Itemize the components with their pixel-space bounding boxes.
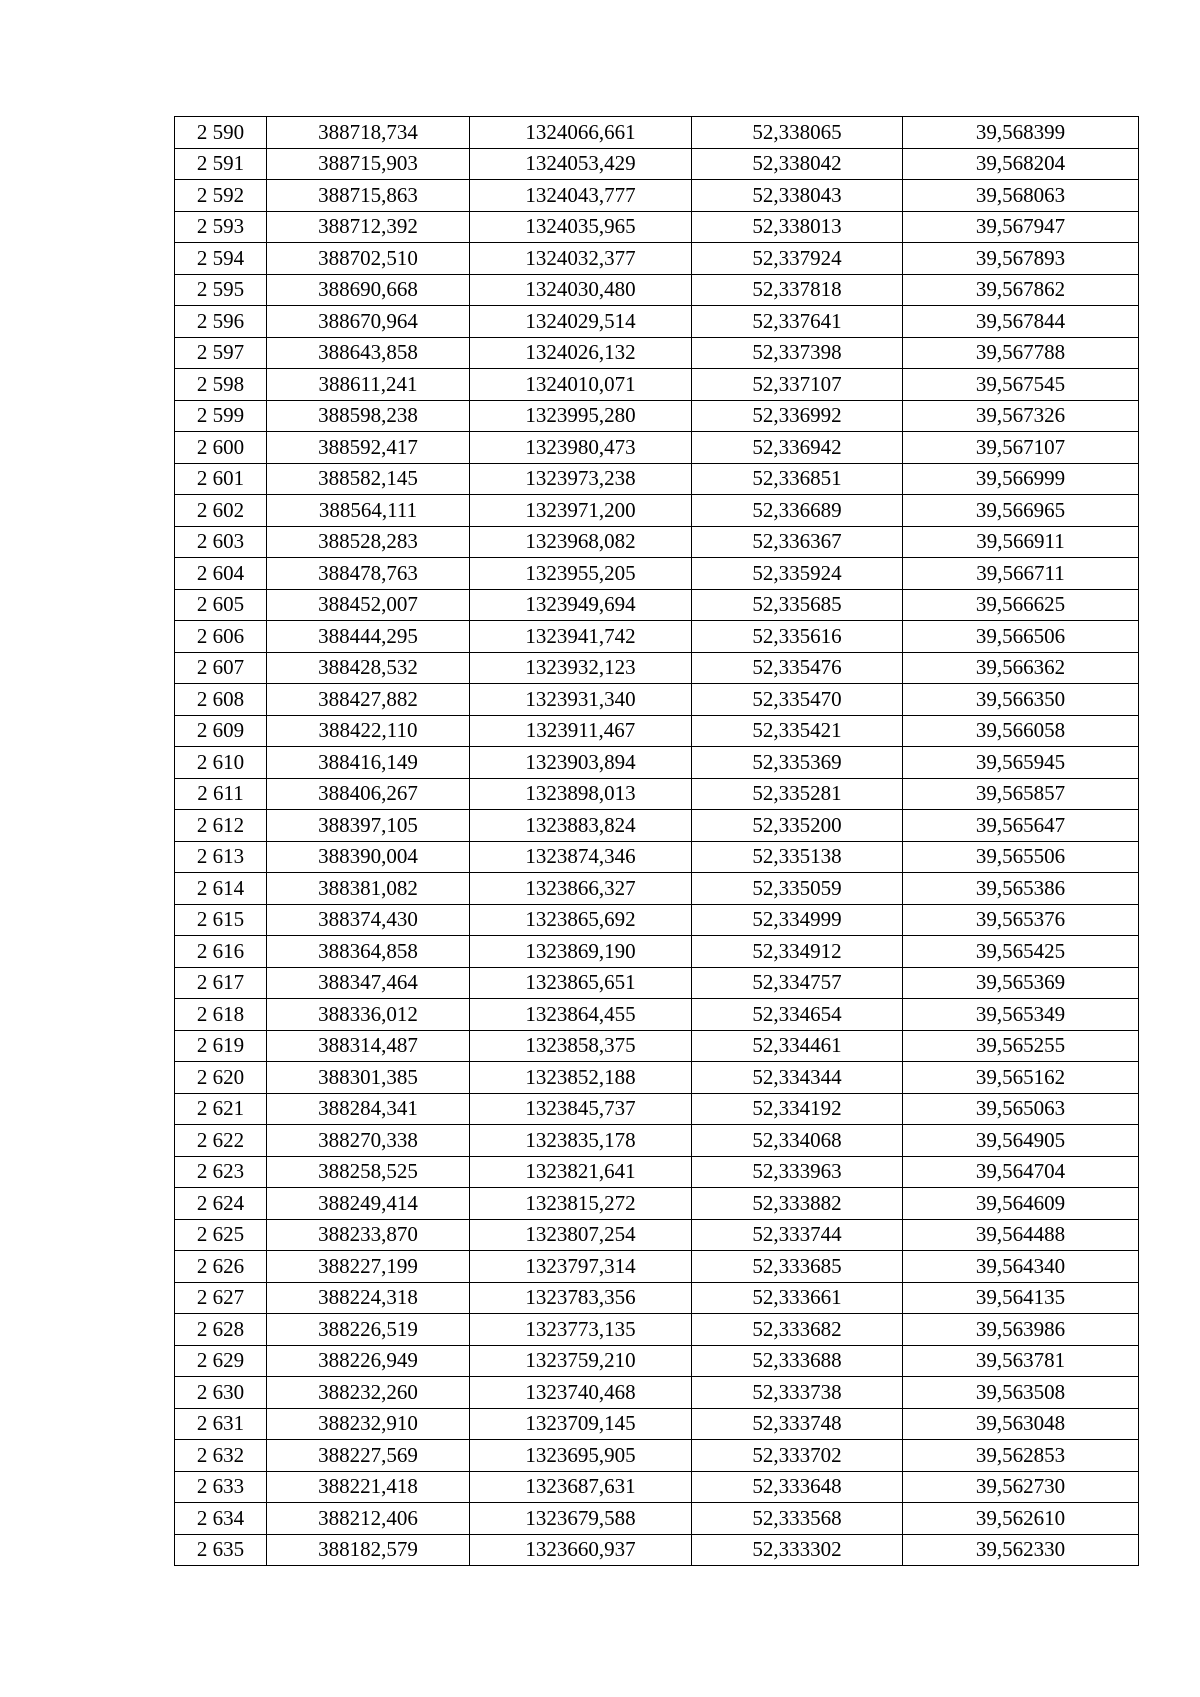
y-coordinate-cell: 1323869,190 <box>470 936 692 968</box>
longitude-cell: 39,564704 <box>903 1156 1139 1188</box>
latitude-cell: 52,338013 <box>692 211 903 243</box>
x-coordinate-cell: 388226,949 <box>267 1345 470 1377</box>
point-number-cell: 2 622 <box>175 1125 267 1157</box>
latitude-cell: 52,333882 <box>692 1188 903 1220</box>
latitude-cell: 52,336851 <box>692 463 903 495</box>
point-number-cell: 2 601 <box>175 463 267 495</box>
y-coordinate-cell: 1323903,894 <box>470 747 692 779</box>
table-row <box>175 1188 1139 1220</box>
point-number-cell: 2 610 <box>175 747 267 779</box>
y-coordinate-cell: 1324010,071 <box>470 369 692 401</box>
x-coordinate-cell: 388592,417 <box>267 432 470 464</box>
longitude-cell: 39,564488 <box>903 1219 1139 1251</box>
y-coordinate-cell: 1323783,356 <box>470 1282 692 1314</box>
x-coordinate-cell: 388233,870 <box>267 1219 470 1251</box>
longitude-cell: 39,563508 <box>903 1377 1139 1409</box>
y-coordinate-cell: 1323941,742 <box>470 621 692 653</box>
longitude-cell: 39,564340 <box>903 1251 1139 1283</box>
y-coordinate-cell: 1324053,429 <box>470 148 692 180</box>
latitude-cell: 52,334757 <box>692 967 903 999</box>
latitude-cell: 52,335616 <box>692 621 903 653</box>
latitude-cell: 52,336367 <box>692 526 903 558</box>
point-number-cell: 2 619 <box>175 1030 267 1062</box>
point-number-cell: 2 605 <box>175 589 267 621</box>
longitude-cell: 39,564905 <box>903 1125 1139 1157</box>
point-number-cell: 2 602 <box>175 495 267 527</box>
latitude-cell: 52,337641 <box>692 306 903 338</box>
table-row <box>175 1440 1139 1472</box>
longitude-cell: 39,563781 <box>903 1345 1139 1377</box>
point-number-cell: 2 626 <box>175 1251 267 1283</box>
x-coordinate-cell: 388406,267 <box>267 778 470 810</box>
longitude-cell: 39,565506 <box>903 841 1139 873</box>
point-number-cell: 2 594 <box>175 243 267 275</box>
y-coordinate-cell: 1323852,188 <box>470 1062 692 1094</box>
point-number-cell: 2 614 <box>175 873 267 905</box>
latitude-cell: 52,335421 <box>692 715 903 747</box>
y-coordinate-cell: 1323864,455 <box>470 999 692 1031</box>
y-coordinate-cell: 1323807,254 <box>470 1219 692 1251</box>
longitude-cell: 39,562330 <box>903 1534 1139 1566</box>
y-coordinate-cell: 1324026,132 <box>470 337 692 369</box>
table-row <box>175 180 1139 212</box>
table-row <box>175 1314 1139 1346</box>
longitude-cell: 39,565349 <box>903 999 1139 1031</box>
y-coordinate-cell: 1324043,777 <box>470 180 692 212</box>
x-coordinate-cell: 388347,464 <box>267 967 470 999</box>
latitude-cell: 52,335369 <box>692 747 903 779</box>
point-number-cell: 2 599 <box>175 400 267 432</box>
latitude-cell: 52,335138 <box>692 841 903 873</box>
longitude-cell: 39,566965 <box>903 495 1139 527</box>
latitude-cell: 52,333688 <box>692 1345 903 1377</box>
latitude-cell: 52,335924 <box>692 558 903 590</box>
table-row <box>175 747 1139 779</box>
point-number-cell: 2 604 <box>175 558 267 590</box>
table-row <box>175 873 1139 905</box>
point-number-cell: 2 608 <box>175 684 267 716</box>
latitude-cell: 52,334654 <box>692 999 903 1031</box>
x-coordinate-cell: 388598,238 <box>267 400 470 432</box>
table-row <box>175 1282 1139 1314</box>
y-coordinate-cell: 1323797,314 <box>470 1251 692 1283</box>
longitude-cell: 39,566362 <box>903 652 1139 684</box>
point-number-cell: 2 629 <box>175 1345 267 1377</box>
point-number-cell: 2 613 <box>175 841 267 873</box>
y-coordinate-cell: 1324066,661 <box>470 117 692 149</box>
longitude-cell: 39,565945 <box>903 747 1139 779</box>
point-number-cell: 2 618 <box>175 999 267 1031</box>
point-number-cell: 2 628 <box>175 1314 267 1346</box>
longitude-cell: 39,566506 <box>903 621 1139 653</box>
y-coordinate-cell: 1324029,514 <box>470 306 692 338</box>
x-coordinate-cell: 388227,199 <box>267 1251 470 1283</box>
latitude-cell: 52,337398 <box>692 337 903 369</box>
latitude-cell: 52,334344 <box>692 1062 903 1094</box>
table-row <box>175 274 1139 306</box>
x-coordinate-cell: 388227,569 <box>267 1440 470 1472</box>
y-coordinate-cell: 1323911,467 <box>470 715 692 747</box>
latitude-cell: 52,335059 <box>692 873 903 905</box>
point-number-cell: 2 609 <box>175 715 267 747</box>
table-row <box>175 621 1139 653</box>
latitude-cell: 52,333661 <box>692 1282 903 1314</box>
table-row <box>175 369 1139 401</box>
point-number-cell: 2 595 <box>175 274 267 306</box>
longitude-cell: 39,566711 <box>903 558 1139 590</box>
table-row <box>175 1345 1139 1377</box>
table-row <box>175 1156 1139 1188</box>
longitude-cell: 39,565369 <box>903 967 1139 999</box>
point-number-cell: 2 598 <box>175 369 267 401</box>
latitude-cell: 52,337924 <box>692 243 903 275</box>
table-row <box>175 148 1139 180</box>
x-coordinate-cell: 388444,295 <box>267 621 470 653</box>
latitude-cell: 52,333744 <box>692 1219 903 1251</box>
point-number-cell: 2 633 <box>175 1471 267 1503</box>
x-coordinate-cell: 388314,487 <box>267 1030 470 1062</box>
x-coordinate-cell: 388452,007 <box>267 589 470 621</box>
x-coordinate-cell: 388670,964 <box>267 306 470 338</box>
table-row <box>175 117 1139 149</box>
x-coordinate-cell: 388364,858 <box>267 936 470 968</box>
table-row <box>175 715 1139 747</box>
longitude-cell: 39,567947 <box>903 211 1139 243</box>
x-coordinate-cell: 388582,145 <box>267 463 470 495</box>
longitude-cell: 39,567326 <box>903 400 1139 432</box>
point-number-cell: 2 612 <box>175 810 267 842</box>
longitude-cell: 39,564135 <box>903 1282 1139 1314</box>
y-coordinate-cell: 1323695,905 <box>470 1440 692 1472</box>
coordinates-table <box>174 116 1139 1566</box>
table-row <box>175 1125 1139 1157</box>
y-coordinate-cell: 1323874,346 <box>470 841 692 873</box>
table-row <box>175 1251 1139 1283</box>
longitude-cell: 39,565647 <box>903 810 1139 842</box>
latitude-cell: 52,333738 <box>692 1377 903 1409</box>
point-number-cell: 2 621 <box>175 1093 267 1125</box>
latitude-cell: 52,333648 <box>692 1471 903 1503</box>
longitude-cell: 39,562610 <box>903 1503 1139 1535</box>
table-row <box>175 463 1139 495</box>
x-coordinate-cell: 388226,519 <box>267 1314 470 1346</box>
x-coordinate-cell: 388528,283 <box>267 526 470 558</box>
longitude-cell: 39,567107 <box>903 432 1139 464</box>
table-row <box>175 1093 1139 1125</box>
y-coordinate-cell: 1323980,473 <box>470 432 692 464</box>
y-coordinate-cell: 1323949,694 <box>470 589 692 621</box>
longitude-cell: 39,563986 <box>903 1314 1139 1346</box>
x-coordinate-cell: 388270,338 <box>267 1125 470 1157</box>
point-number-cell: 2 630 <box>175 1377 267 1409</box>
table-row <box>175 306 1139 338</box>
latitude-cell: 52,334461 <box>692 1030 903 1062</box>
x-coordinate-cell: 388258,525 <box>267 1156 470 1188</box>
x-coordinate-cell: 388416,149 <box>267 747 470 779</box>
x-coordinate-cell: 388182,579 <box>267 1534 470 1566</box>
longitude-cell: 39,566625 <box>903 589 1139 621</box>
point-number-cell: 2 624 <box>175 1188 267 1220</box>
table-row <box>175 1503 1139 1535</box>
table-row <box>175 810 1139 842</box>
point-number-cell: 2 590 <box>175 117 267 149</box>
table-row <box>175 999 1139 1031</box>
y-coordinate-cell: 1323971,200 <box>470 495 692 527</box>
point-number-cell: 2 591 <box>175 148 267 180</box>
y-coordinate-cell: 1323679,588 <box>470 1503 692 1535</box>
x-coordinate-cell: 388301,385 <box>267 1062 470 1094</box>
table-row <box>175 1471 1139 1503</box>
point-number-cell: 2 593 <box>175 211 267 243</box>
longitude-cell: 39,565376 <box>903 904 1139 936</box>
point-number-cell: 2 607 <box>175 652 267 684</box>
longitude-cell: 39,567844 <box>903 306 1139 338</box>
x-coordinate-cell: 388564,111 <box>267 495 470 527</box>
point-number-cell: 2 627 <box>175 1282 267 1314</box>
table-row <box>175 337 1139 369</box>
x-coordinate-cell: 388284,341 <box>267 1093 470 1125</box>
y-coordinate-cell: 1323821,641 <box>470 1156 692 1188</box>
y-coordinate-cell: 1323931,340 <box>470 684 692 716</box>
y-coordinate-cell: 1323815,272 <box>470 1188 692 1220</box>
y-coordinate-cell: 1323866,327 <box>470 873 692 905</box>
table-row <box>175 652 1139 684</box>
longitude-cell: 39,566911 <box>903 526 1139 558</box>
latitude-cell: 52,333702 <box>692 1440 903 1472</box>
longitude-cell: 39,565063 <box>903 1093 1139 1125</box>
table-row <box>175 1408 1139 1440</box>
longitude-cell: 39,567862 <box>903 274 1139 306</box>
table-row <box>175 936 1139 968</box>
x-coordinate-cell: 388212,406 <box>267 1503 470 1535</box>
x-coordinate-cell: 388221,418 <box>267 1471 470 1503</box>
x-coordinate-cell: 388712,392 <box>267 211 470 243</box>
table-row <box>175 1062 1139 1094</box>
coordinates-table-body <box>175 117 1139 1566</box>
longitude-cell: 39,566350 <box>903 684 1139 716</box>
table-row <box>175 589 1139 621</box>
y-coordinate-cell: 1323898,013 <box>470 778 692 810</box>
longitude-cell: 39,566999 <box>903 463 1139 495</box>
table-row <box>175 432 1139 464</box>
table-row <box>175 400 1139 432</box>
table-row <box>175 211 1139 243</box>
point-number-cell: 2 617 <box>175 967 267 999</box>
longitude-cell: 39,565162 <box>903 1062 1139 1094</box>
point-number-cell: 2 635 <box>175 1534 267 1566</box>
latitude-cell: 52,336942 <box>692 432 903 464</box>
latitude-cell: 52,333748 <box>692 1408 903 1440</box>
y-coordinate-cell: 1323835,178 <box>470 1125 692 1157</box>
longitude-cell: 39,565255 <box>903 1030 1139 1062</box>
longitude-cell: 39,567545 <box>903 369 1139 401</box>
latitude-cell: 52,334912 <box>692 936 903 968</box>
y-coordinate-cell: 1323740,468 <box>470 1377 692 1409</box>
y-coordinate-cell: 1323858,375 <box>470 1030 692 1062</box>
longitude-cell: 39,568063 <box>903 180 1139 212</box>
y-coordinate-cell: 1323973,238 <box>470 463 692 495</box>
point-number-cell: 2 620 <box>175 1062 267 1094</box>
table-row <box>175 1219 1139 1251</box>
point-number-cell: 2 625 <box>175 1219 267 1251</box>
longitude-cell: 39,567788 <box>903 337 1139 369</box>
table-row <box>175 778 1139 810</box>
latitude-cell: 52,333963 <box>692 1156 903 1188</box>
longitude-cell: 39,565425 <box>903 936 1139 968</box>
y-coordinate-cell: 1323687,631 <box>470 1471 692 1503</box>
latitude-cell: 52,334192 <box>692 1093 903 1125</box>
latitude-cell: 52,333685 <box>692 1251 903 1283</box>
point-number-cell: 2 632 <box>175 1440 267 1472</box>
y-coordinate-cell: 1324035,965 <box>470 211 692 243</box>
latitude-cell: 52,338043 <box>692 180 903 212</box>
x-coordinate-cell: 388702,510 <box>267 243 470 275</box>
x-coordinate-cell: 388611,241 <box>267 369 470 401</box>
longitude-cell: 39,566058 <box>903 715 1139 747</box>
longitude-cell: 39,567893 <box>903 243 1139 275</box>
table-row <box>175 841 1139 873</box>
x-coordinate-cell: 388478,763 <box>267 558 470 590</box>
point-number-cell: 2 611 <box>175 778 267 810</box>
latitude-cell: 52,335200 <box>692 810 903 842</box>
latitude-cell: 52,334068 <box>692 1125 903 1157</box>
x-coordinate-cell: 388715,863 <box>267 180 470 212</box>
table-row <box>175 495 1139 527</box>
x-coordinate-cell: 388224,318 <box>267 1282 470 1314</box>
point-number-cell: 2 623 <box>175 1156 267 1188</box>
latitude-cell: 52,336689 <box>692 495 903 527</box>
x-coordinate-cell: 388643,858 <box>267 337 470 369</box>
longitude-cell: 39,562853 <box>903 1440 1139 1472</box>
x-coordinate-cell: 388381,082 <box>267 873 470 905</box>
table-row <box>175 967 1139 999</box>
x-coordinate-cell: 388690,668 <box>267 274 470 306</box>
latitude-cell: 52,333568 <box>692 1503 903 1535</box>
point-number-cell: 2 597 <box>175 337 267 369</box>
longitude-cell: 39,568204 <box>903 148 1139 180</box>
y-coordinate-cell: 1323865,651 <box>470 967 692 999</box>
point-number-cell: 2 596 <box>175 306 267 338</box>
x-coordinate-cell: 388232,260 <box>267 1377 470 1409</box>
y-coordinate-cell: 1324032,377 <box>470 243 692 275</box>
table-row <box>175 1534 1139 1566</box>
y-coordinate-cell: 1323709,145 <box>470 1408 692 1440</box>
table-row <box>175 526 1139 558</box>
y-coordinate-cell: 1323759,210 <box>470 1345 692 1377</box>
longitude-cell: 39,563048 <box>903 1408 1139 1440</box>
y-coordinate-cell: 1324030,480 <box>470 274 692 306</box>
latitude-cell: 52,335476 <box>692 652 903 684</box>
y-coordinate-cell: 1323995,280 <box>470 400 692 432</box>
y-coordinate-cell: 1323968,082 <box>470 526 692 558</box>
latitude-cell: 52,337107 <box>692 369 903 401</box>
x-coordinate-cell: 388715,903 <box>267 148 470 180</box>
x-coordinate-cell: 388249,414 <box>267 1188 470 1220</box>
table-row <box>175 904 1139 936</box>
y-coordinate-cell: 1323845,737 <box>470 1093 692 1125</box>
x-coordinate-cell: 388336,012 <box>267 999 470 1031</box>
x-coordinate-cell: 388428,532 <box>267 652 470 684</box>
y-coordinate-cell: 1323883,824 <box>470 810 692 842</box>
table-row <box>175 1030 1139 1062</box>
latitude-cell: 52,335470 <box>692 684 903 716</box>
x-coordinate-cell: 388422,110 <box>267 715 470 747</box>
x-coordinate-cell: 388427,882 <box>267 684 470 716</box>
point-number-cell: 2 616 <box>175 936 267 968</box>
x-coordinate-cell: 388397,105 <box>267 810 470 842</box>
y-coordinate-cell: 1323955,205 <box>470 558 692 590</box>
y-coordinate-cell: 1323932,123 <box>470 652 692 684</box>
point-number-cell: 2 600 <box>175 432 267 464</box>
latitude-cell: 52,338065 <box>692 117 903 149</box>
latitude-cell: 52,333682 <box>692 1314 903 1346</box>
point-number-cell: 2 592 <box>175 180 267 212</box>
table-row <box>175 243 1139 275</box>
longitude-cell: 39,565386 <box>903 873 1139 905</box>
table-row <box>175 1377 1139 1409</box>
table-row <box>175 684 1139 716</box>
point-number-cell: 2 603 <box>175 526 267 558</box>
point-number-cell: 2 606 <box>175 621 267 653</box>
latitude-cell: 52,335281 <box>692 778 903 810</box>
y-coordinate-cell: 1323660,937 <box>470 1534 692 1566</box>
longitude-cell: 39,562730 <box>903 1471 1139 1503</box>
latitude-cell: 52,334999 <box>692 904 903 936</box>
longitude-cell: 39,568399 <box>903 117 1139 149</box>
x-coordinate-cell: 388390,004 <box>267 841 470 873</box>
latitude-cell: 52,336992 <box>692 400 903 432</box>
point-number-cell: 2 615 <box>175 904 267 936</box>
longitude-cell: 39,564609 <box>903 1188 1139 1220</box>
latitude-cell: 52,338042 <box>692 148 903 180</box>
latitude-cell: 52,333302 <box>692 1534 903 1566</box>
x-coordinate-cell: 388374,430 <box>267 904 470 936</box>
latitude-cell: 52,335685 <box>692 589 903 621</box>
x-coordinate-cell: 388718,734 <box>267 117 470 149</box>
point-number-cell: 2 631 <box>175 1408 267 1440</box>
y-coordinate-cell: 1323865,692 <box>470 904 692 936</box>
table-row <box>175 558 1139 590</box>
longitude-cell: 39,565857 <box>903 778 1139 810</box>
point-number-cell: 2 634 <box>175 1503 267 1535</box>
latitude-cell: 52,337818 <box>692 274 903 306</box>
x-coordinate-cell: 388232,910 <box>267 1408 470 1440</box>
y-coordinate-cell: 1323773,135 <box>470 1314 692 1346</box>
